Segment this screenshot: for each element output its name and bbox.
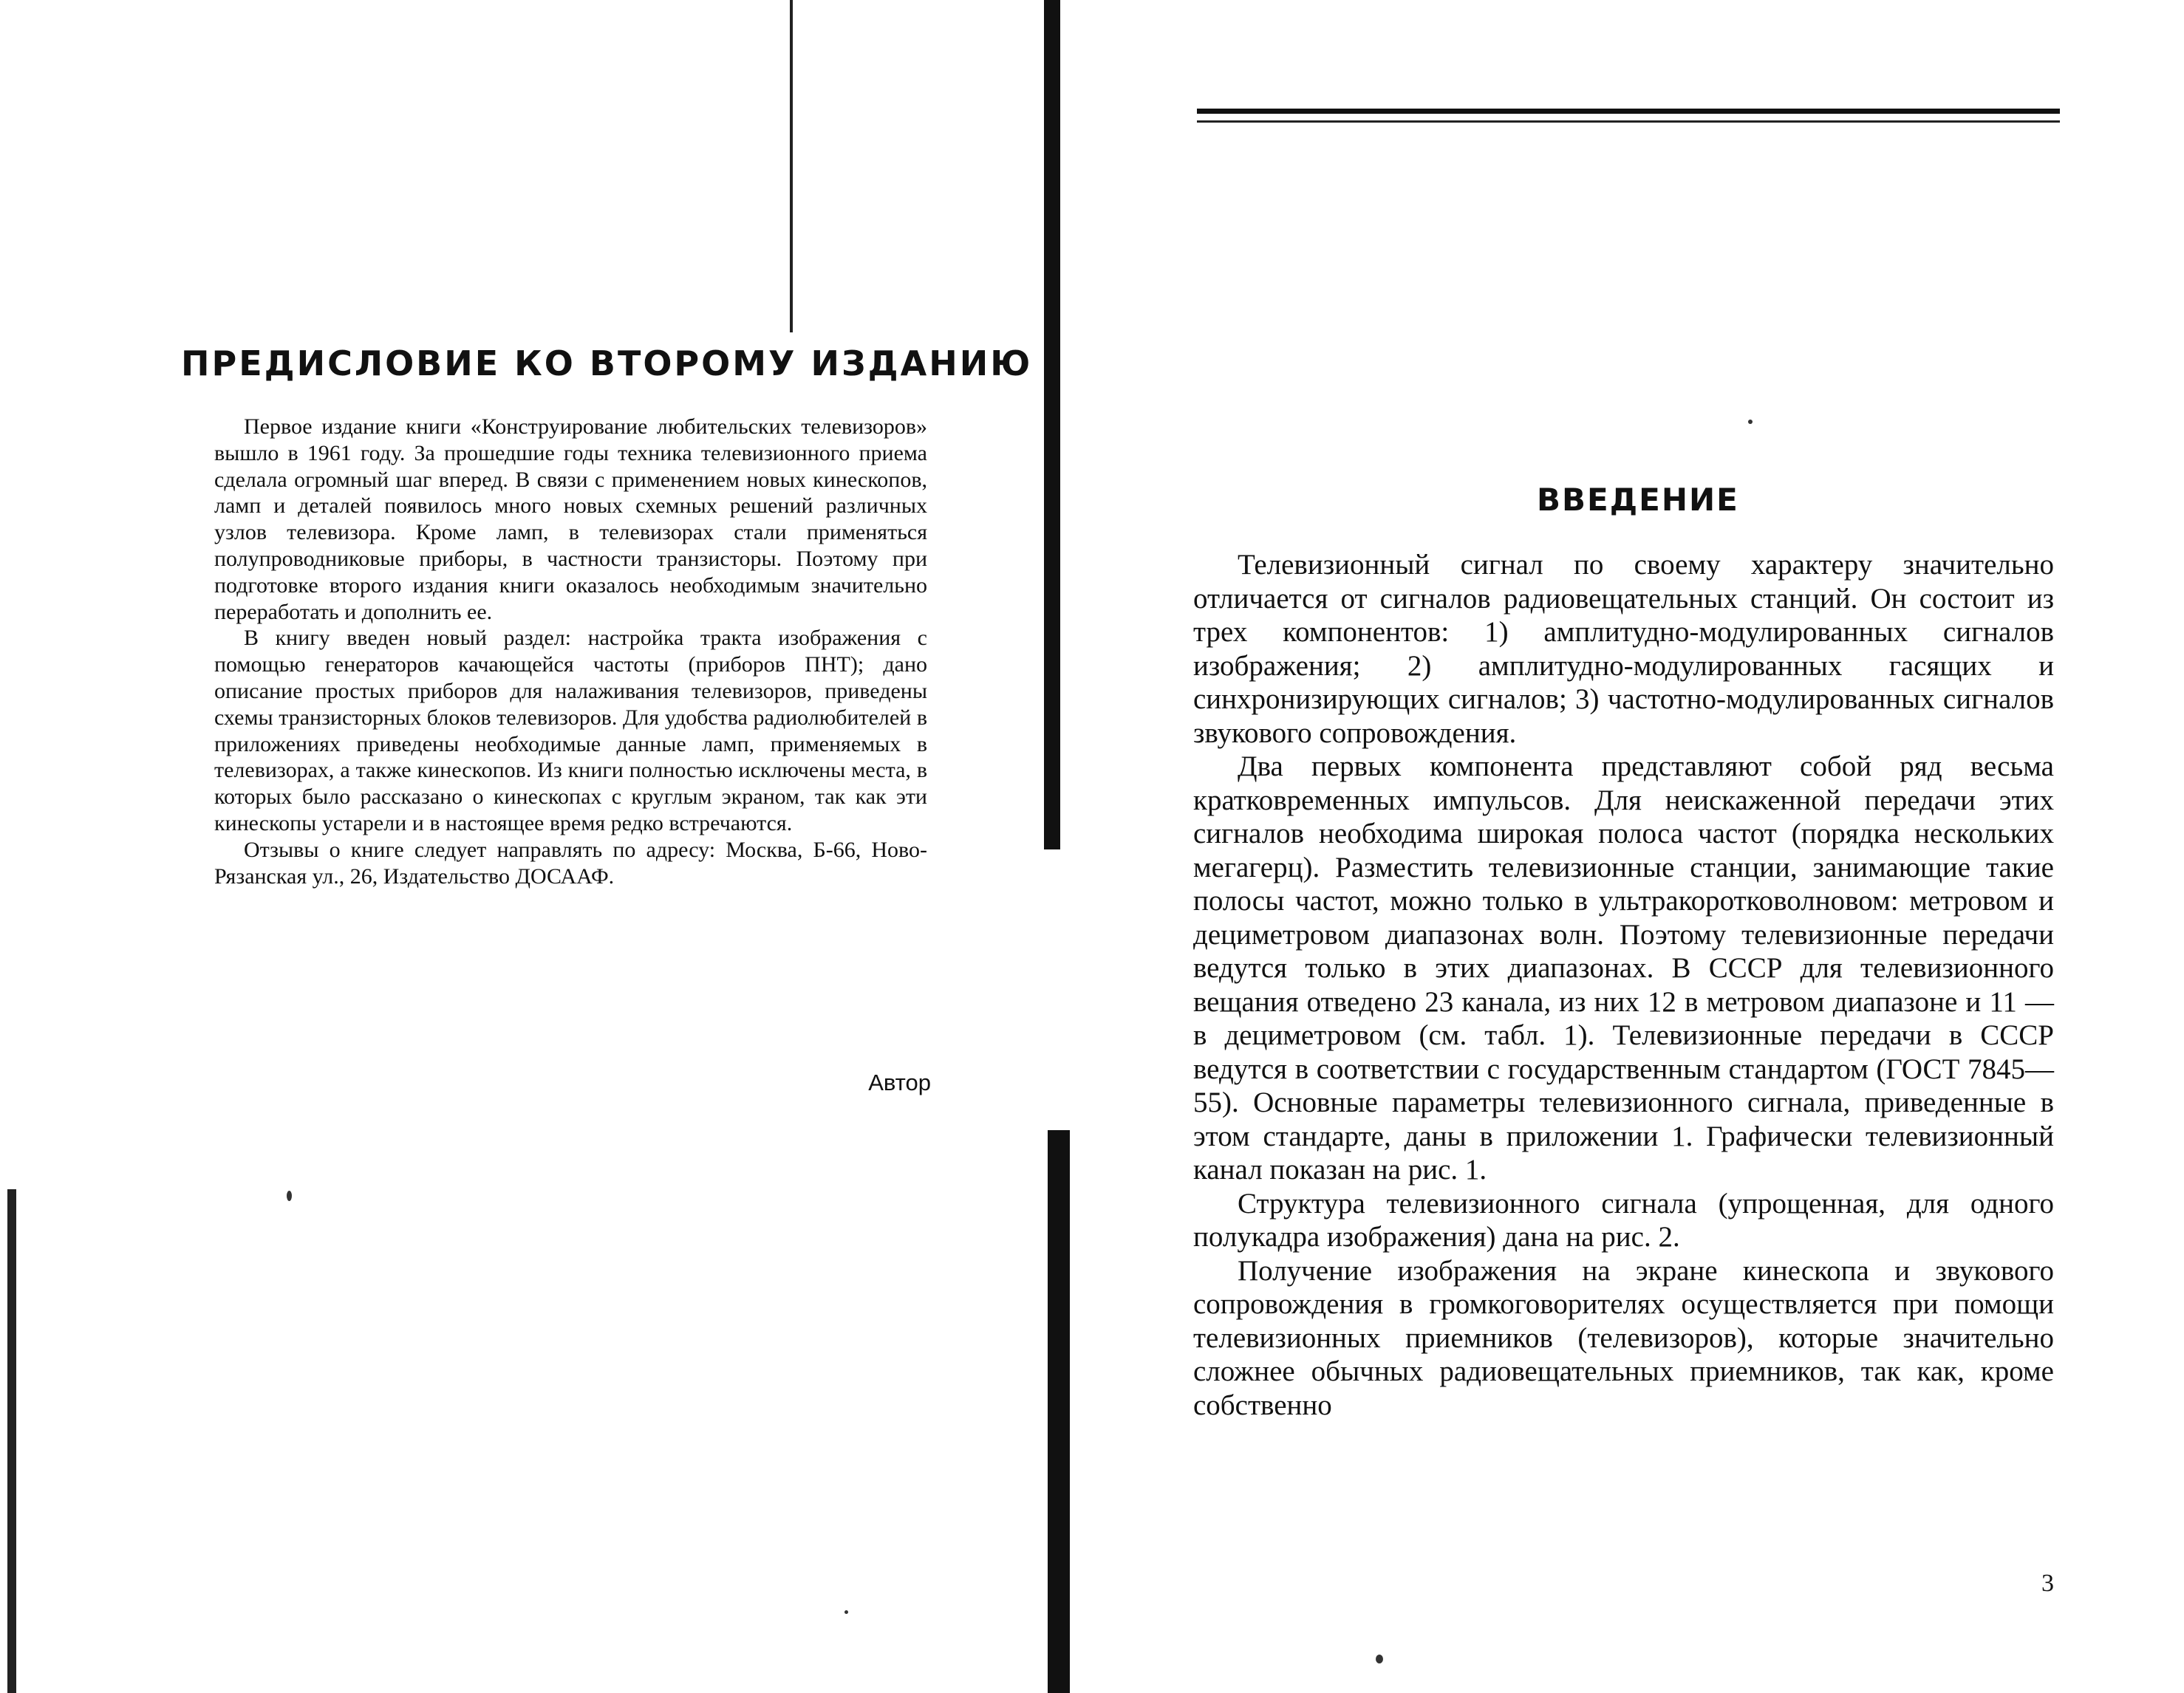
introduction-paragraph: Получение изображения на экране кинескопа и звукового сопровождения в громкоговорителях осуществляется при помощи телевизионных приемников (телевизоров), которые значительно сложнее обычных радиовещательных приемников, так как, кроме собственно — [1193, 1254, 2054, 1421]
scan-speck — [1376, 1655, 1383, 1663]
left-page — [0, 0, 1049, 1693]
scan-speck — [1748, 420, 1753, 424]
introduction-paragraph: Телевизионный сигнал по своему характеру значительно отличается от сигналов радиовещательных станций. Он состоит из трех компонентов: 1) амплитудно-модулированных сигналов изображения; 2) амплитудно-модулированных гасящих и синхронизирующих сигналов; 3) частотно-модулированных сигналов звукового сопровождения. — [1193, 549, 2054, 749]
preface-paragraph: Отзывы о книге следует направлять по адресу: Москва, Б-66, Ново-Рязанская ул., 26, Издательство ДОСААФ. — [214, 837, 927, 889]
introduction-paragraph: Два первых компонента представляют собой ряд весьма кратковременных импульсов. Для неискаженной передачи этих сигналов необходима широкая полоса частот (порядка нескольких мегагерц). Разместить телевизионные станции, занимающие такие полосы частот, можно только в ультракоротковолновом: метровом и дециметровом диапазонах волн. Поэтому телевизионные передачи ведутся только в этих диапазонах. В СССР для телевизионного вещания отведено 23 канала, из них 12 в метровом диапазоне и 11 — в дециметровом (см. табл. 1). Телевизионные передачи в СССР ведутся в соответствии с государственным стандартом (ГОСТ 7845—55). Основные параметры телевизионного сигнала, приведенные в этом стандарте, даны в приложении 1. Графически телевизионный канал показан на рис. 1. — [1193, 750, 2054, 1186]
preface-heading: ПРЕДИСЛОВИЕ КО ВТОРОМУ ИЗДАНИЮ — [181, 343, 1033, 383]
chapter-top-rule-thin — [1197, 120, 2060, 123]
chapter-top-rule — [1197, 109, 2060, 114]
introduction-paragraph: Структура телевизионного сигнала (упрощенная, для одного полукадра изображения) дана на рис. 2. — [1193, 1187, 2054, 1253]
preface-paragraph: Первое издание книги «Конструирование любительских телевизоров» вышло в 1961 году. За прошедшие годы техника телевизионного приема сделала огромный шаг вперед. В связи с применением новых кинескопов, ламп и деталей появилось много новых схемных решений различных узлов телевизора. Кроме ламп, в телевизорах стали применяться полупроводниковые приборы, в частности транзисторы. Поэтому при подготовке второго издания книги оказалось необходимым значительно переработать и дополнить ее. — [214, 414, 927, 624]
introduction-heading: ВВЕДЕНИЕ — [1537, 482, 1739, 518]
page-number: 3 — [2041, 1570, 2054, 1597]
preface-body — [214, 414, 927, 889]
preface-signature: Автор — [868, 1070, 931, 1095]
introduction-body — [1193, 548, 2054, 1422]
book-spine-shadow-lower — [1048, 1130, 1070, 1693]
preface-paragraph: В книгу введен новый раздел: настройка тракта изображения с помощью генераторов качающейся частоты (приборов ПНТ); дано описание простых приборов для налаживания телевизоров, приведены схемы транзисторных блоков телевизоров. Для удобства радиолюбителей в приложениях приведены необходимые данные ламп, применяемых в телевизорах, а также кинескопов. Из книги полностью исключены места, в которых было рассказано о кинескопах с круглым экраном, так как эти кинескопы устарели и в настоящее время редко встречаются. — [214, 626, 927, 835]
